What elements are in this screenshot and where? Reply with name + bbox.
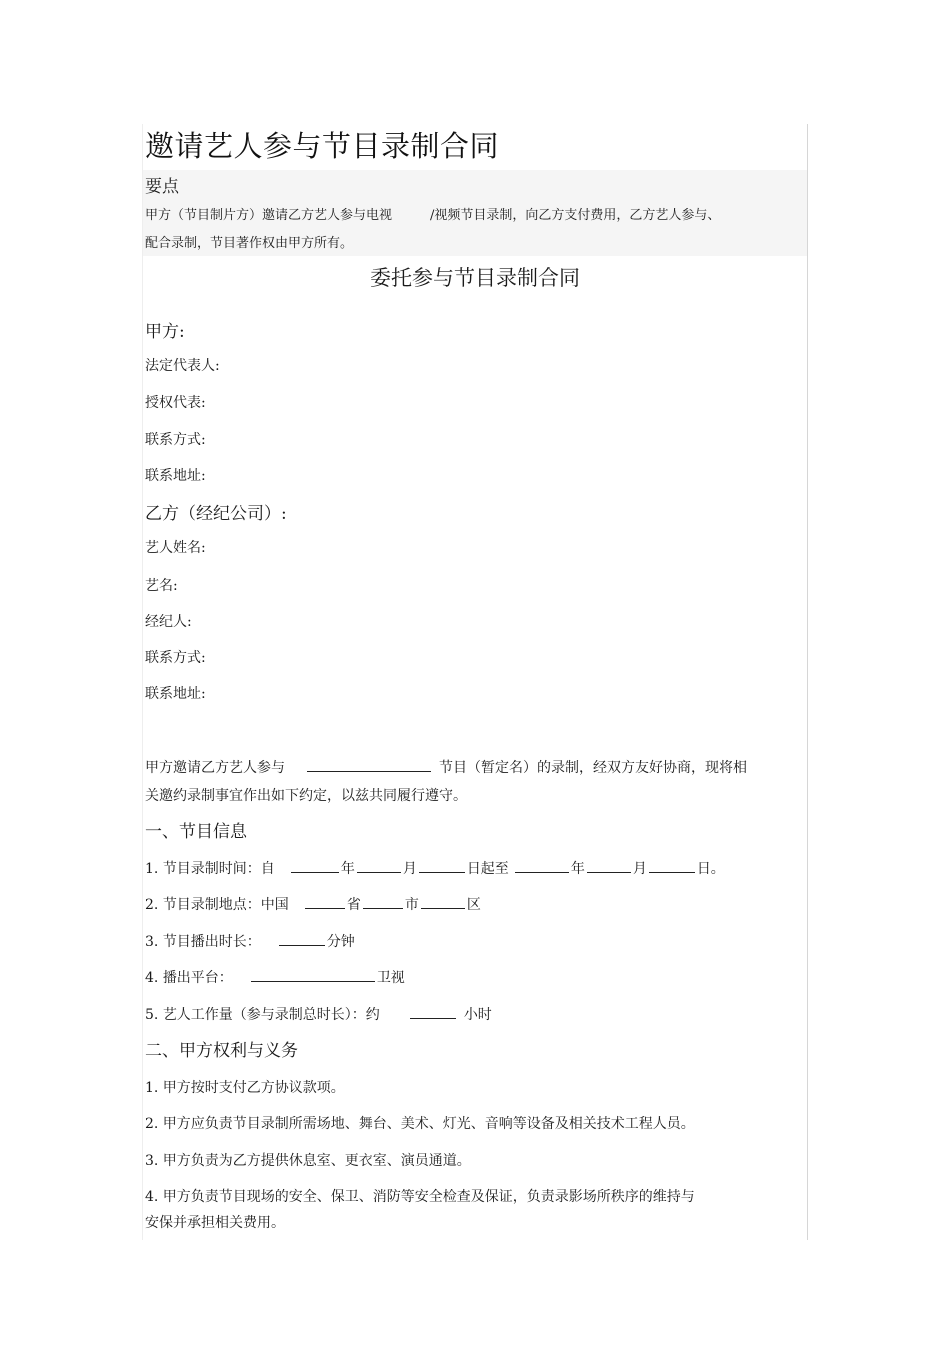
summary-box bbox=[143, 170, 807, 256]
party-a-address: 联系地址: bbox=[145, 468, 206, 484]
party-a-legal-rep: 法定代表人: bbox=[145, 358, 220, 374]
party-a-duty-4-continued: 安保并承担相关费用。 bbox=[145, 1215, 285, 1231]
workload-unit: 小时 bbox=[463, 1007, 492, 1023]
section-2-heading: 二、甲方权利与义务 bbox=[145, 1041, 298, 1061]
party-a-duty-4: 4. 甲方负责节目现场的安全、保卫、消防等安全检查及保证，负责录影场所秩序的维持与 bbox=[145, 1189, 695, 1205]
summary-line-2: 配合录制，节目著作权由甲方所有。 bbox=[145, 236, 354, 251]
start-month-blank[interactable] bbox=[357, 860, 401, 873]
item-recording-location bbox=[145, 894, 481, 914]
item-1-number: 1. bbox=[145, 861, 159, 877]
end-month-unit: 月 bbox=[632, 861, 647, 877]
item-recording-time bbox=[145, 858, 725, 878]
summary-line-1a: 甲方（节目制片方）邀请乙方艺人参与电视 bbox=[145, 208, 393, 223]
start-year-unit: 年 bbox=[340, 861, 355, 877]
item-5-number: 5. bbox=[145, 1007, 159, 1023]
party-a-contact: 联系方式: bbox=[145, 432, 206, 448]
item-3-label: 节目播出时长： bbox=[162, 934, 261, 950]
item-3-number: 3. bbox=[145, 934, 159, 950]
start-day-blank[interactable] bbox=[419, 860, 465, 873]
intro-line-2: 关邀约录制事宜作出如下约定，以兹共同履行遵守。 bbox=[145, 788, 467, 804]
party-b-artist-name: 艺人姓名: bbox=[145, 540, 206, 556]
city-unit: 市 bbox=[404, 897, 419, 913]
intro-line-1a: 甲方邀请乙方艺人参与 bbox=[145, 760, 285, 776]
city-blank[interactable] bbox=[363, 896, 403, 909]
party-b-agent: 经纪人: bbox=[145, 614, 192, 630]
party-b-address: 联系地址: bbox=[145, 686, 206, 702]
party-a-duty-3: 3. 甲方负责为乙方提供休息室、更衣室、演员通道。 bbox=[145, 1153, 471, 1169]
section-1-heading: 一、节目信息 bbox=[145, 822, 247, 842]
item-4-label: 播出平台： bbox=[162, 970, 233, 986]
party-a-duty-1: 1. 甲方按时支付乙方协议款项。 bbox=[145, 1080, 345, 1096]
duration-blank[interactable] bbox=[279, 933, 325, 946]
summary-heading: 要点 bbox=[145, 177, 179, 197]
end-year-unit: 年 bbox=[570, 861, 585, 877]
intro-line-1 bbox=[145, 757, 747, 777]
party-a-heading: 甲方: bbox=[145, 322, 185, 342]
contract-subtitle: 委托参与节目录制合同 bbox=[370, 266, 580, 290]
start-day-unit: 日起至 bbox=[466, 861, 509, 877]
start-year-blank[interactable] bbox=[291, 860, 339, 873]
intro-line-1b: 节目（暂定名）的录制，经双方友好协商，现将相 bbox=[439, 760, 747, 776]
item-broadcast-duration bbox=[145, 931, 355, 951]
document-page bbox=[142, 124, 808, 1240]
district-unit: 区 bbox=[466, 897, 481, 913]
document-title: 邀请艺人参与节目录制合同 bbox=[145, 129, 500, 163]
item-5-label: 艺人工作量（参与录制总时长）：约 bbox=[162, 1007, 380, 1023]
end-year-blank[interactable] bbox=[515, 860, 569, 873]
end-day-blank[interactable] bbox=[649, 860, 695, 873]
start-month-unit: 月 bbox=[402, 861, 417, 877]
party-a-duty-2: 2. 甲方应负责节目录制所需场地、舞台、美术、灯光、音响等设备及相关技术工程人员。 bbox=[145, 1116, 695, 1132]
province-unit: 省 bbox=[346, 897, 361, 913]
item-2-number: 2. bbox=[145, 897, 159, 913]
summary-line-1b: /视频节目录制，向乙方支付费用，乙方艺人参与、 bbox=[430, 208, 721, 223]
district-blank[interactable] bbox=[421, 896, 465, 909]
party-b-heading: 乙方（经纪公司）: bbox=[145, 504, 287, 524]
platform-blank[interactable] bbox=[251, 969, 375, 982]
item-1-label: 节目录制时间：自 bbox=[162, 861, 275, 877]
province-blank[interactable] bbox=[305, 896, 345, 909]
end-month-blank[interactable] bbox=[587, 860, 631, 873]
workload-blank[interactable] bbox=[410, 1006, 456, 1019]
summary-line-1 bbox=[145, 204, 720, 223]
item-broadcast-platform bbox=[145, 967, 405, 987]
duration-unit: 分钟 bbox=[326, 934, 355, 950]
program-name-blank[interactable] bbox=[307, 759, 431, 772]
party-b-stage-name: 艺名: bbox=[145, 578, 178, 594]
party-b-contact: 联系方式: bbox=[145, 650, 206, 666]
item-2-label: 节目录制地点：中国 bbox=[162, 897, 289, 913]
party-a-authorized-rep: 授权代表: bbox=[145, 395, 206, 411]
platform-unit: 卫视 bbox=[376, 970, 405, 986]
item-4-number: 4. bbox=[145, 970, 159, 986]
item-artist-workload bbox=[145, 1004, 492, 1024]
end-day-unit: 日。 bbox=[696, 861, 725, 877]
